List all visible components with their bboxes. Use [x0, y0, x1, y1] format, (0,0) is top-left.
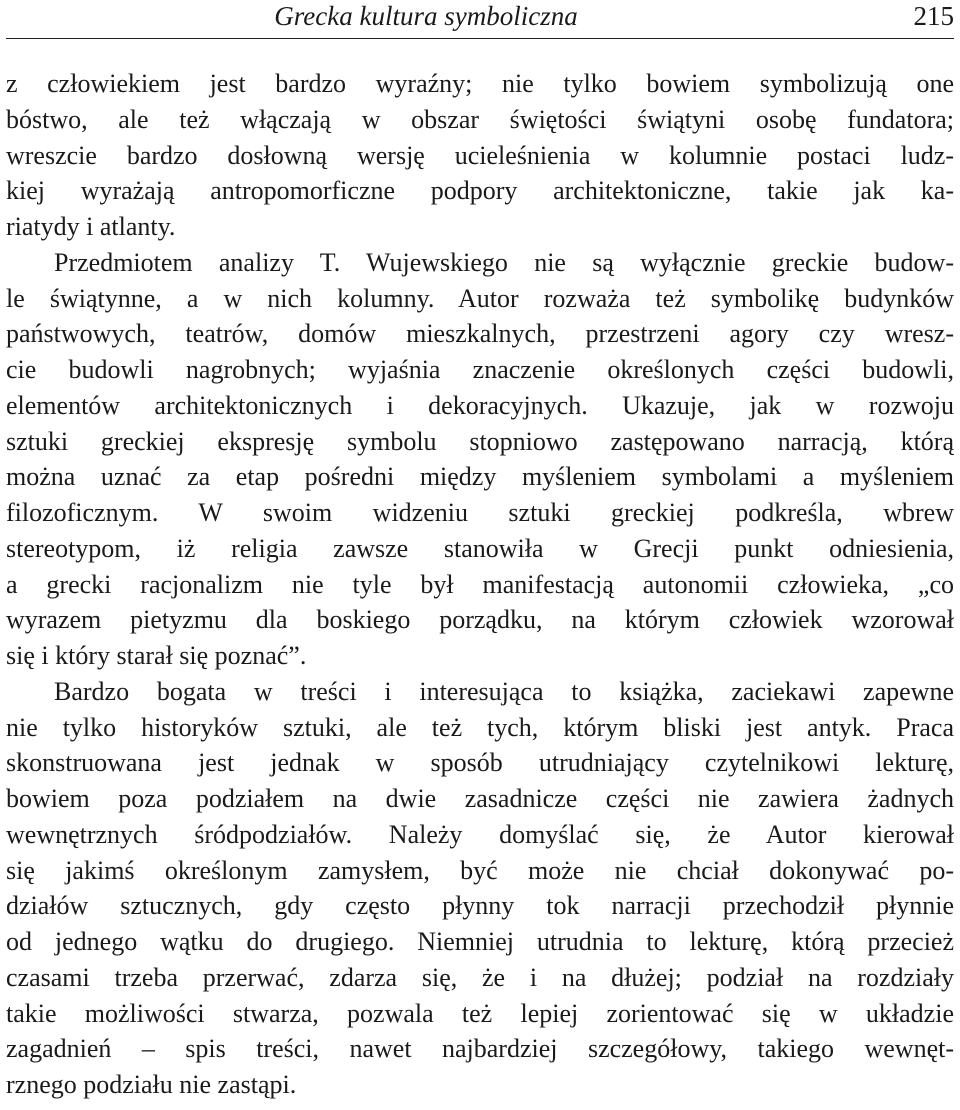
text-line: stereotypom, iż religia zawsze stanowiła w Grecji punkt odniesienia, — [6, 533, 954, 563]
page-number: 215 — [913, 1, 954, 31]
text-line: państwowych, teatrów, domów mieszkalnych, przestrzeni agory czy wresz- — [6, 319, 954, 349]
text-line: takie możliwości stwarza, pozwala też lepiej zorientować się w układzie — [6, 998, 954, 1028]
text-line: wewnętrznych śródpodziałów. Należy domyślać się, że Autor kierował — [6, 819, 954, 849]
paragraph-start-line: Bardzo bogata w treści i interesująca to książka, zaciekawi zapewne — [54, 676, 954, 706]
text-line: cie budowli nagrobnych; wyjaśnia znaczenie określonych części budowli, — [6, 355, 954, 384]
text-line: sztuki greckiej ekspresję symbolu stopniowo zastępowano narracją, którą — [6, 426, 954, 456]
text-line: od jednego wątku do drugiego. Niemniej utrudnia to lekturę, którą przecież — [6, 927, 954, 956]
body-text — [6, 66, 954, 1103]
text-line: kiej wyrażają antropomorficzne podpory architektoniczne, takie jak ka- — [6, 176, 954, 206]
text-line: nie tylko historyków sztuki, ale też tych, którym bliski jest antyk. Praca — [6, 712, 954, 742]
text-line: filozoficznym. W swoim widzeniu sztuki greckiej podkreśla, wbrew — [6, 498, 954, 527]
text-line: skonstruowana jest jednak w sposób utrudniający czytelnikowi lekturę, — [6, 748, 954, 778]
text-line: bóstwo, ale też włączają w obszar świętości świątyni osobę fundatora; — [6, 104, 954, 134]
text-line: riatydy i atlanty. — [6, 212, 176, 241]
text-line: rznego podziału nie zastąpi. — [6, 1070, 297, 1099]
text-line: czasami trzeba przerwać, zdarza się, że i na dłużej; podział na rozdziały — [6, 962, 954, 992]
running-head — [6, 0, 954, 39]
paragraph-start-line: Przedmiotem analizy T. Wujewskiego nie są wyłącznie greckie budow- — [54, 247, 954, 277]
text-line: się i który starał się poznać”. — [6, 641, 307, 670]
text-line: zagadnień – spis treści, nawet najbardziej szczegółowy, takiego wewnęt- — [6, 1034, 954, 1064]
text-line: elementów architektonicznych i dekoracyjnych. Ukazuje, jak w rozwoju — [6, 390, 954, 420]
text-line: le świątynne, a w nich kolumny. Autor rozważa też symbolikę budynków — [6, 283, 954, 313]
text-line: się jakimś określonym zamysłem, być może nie chciał dokonywać po- — [6, 855, 954, 885]
text-line: z człowiekiem jest bardzo wyraźny; nie tylko bowiem symbolizują one — [6, 69, 954, 98]
running-head-title: Grecka kultura symboliczna — [274, 1, 578, 31]
text-line: wyrazem pietyzmu dla boskiego porządku, na którym człowiek wzorował — [6, 605, 954, 635]
text-line: a grecki racjonalizm nie tyle był manifestacją autonomii człowieka, „co — [6, 569, 954, 599]
text-line: można uznać za etap pośredni między myśleniem symbolami a myśleniem — [6, 462, 954, 492]
text-line: wreszcie bardzo dosłowną wersję ucieleśnienia w kolumnie postaci ludz- — [6, 140, 954, 170]
text-line: bowiem poza podziałem na dwie zasadnicze części nie zawiera żadnych — [6, 784, 954, 813]
text-line: działów sztucznych, gdy często płynny tok narracji przechodził płynnie — [6, 891, 954, 921]
